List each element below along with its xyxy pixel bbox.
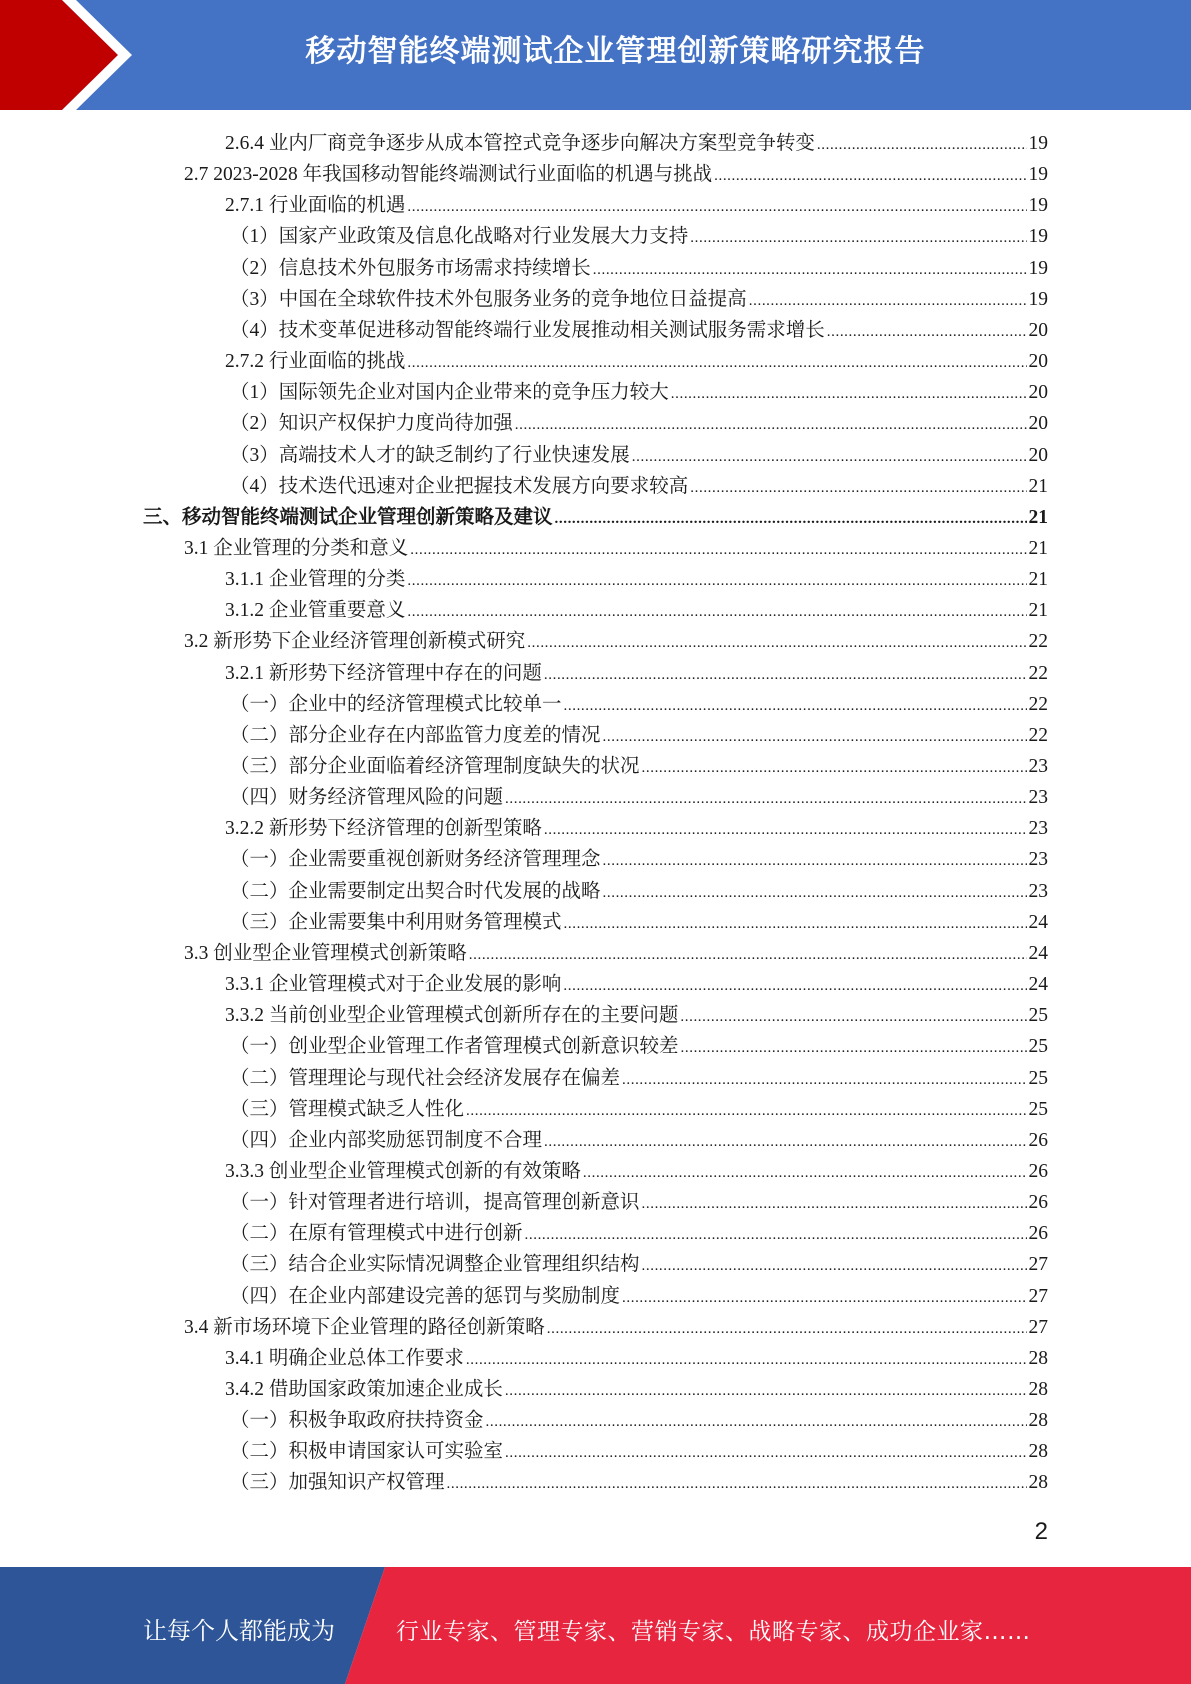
toc-entry-page: 23 [1028,787,1048,809]
toc-entry-title: （二）在原有管理模式中进行创新 [230,1223,523,1245]
toc-entry-title: 3.4 新市场环境下企业管理的路径创新策略 [184,1316,545,1338]
toc-entry[interactable] [184,533,1048,564]
toc-entry[interactable] [230,720,1048,751]
toc-entry[interactable] [230,284,1048,315]
toc-entry[interactable] [230,471,1048,502]
toc-entry-title: （一）针对管理者进行培训，提高管理创新意识 [230,1192,640,1214]
toc-entry-page: 25 [1028,1005,1048,1027]
toc-entry[interactable] [225,128,1048,159]
toc-entry-title: （一）企业中的经济管理模式比较单一 [230,693,562,715]
toc-entry[interactable] [225,346,1048,377]
toc-entry-page: 22 [1028,724,1048,746]
toc-entry[interactable] [225,658,1048,689]
toc-dot-leader [680,1002,1026,1033]
toc-entry-title: （4）技术变革促进移动智能终端行业发展推动相关测试服务需求增长 [230,319,825,341]
toc-dot-leader [407,597,1026,628]
toc-dot-leader [622,1283,1026,1314]
page-header [0,0,1191,110]
toc-dot-leader [817,130,1027,161]
toc-dot-leader [671,379,1027,410]
toc-entry-title: 3.2.1 新形势下经济管理中存在的问题 [225,662,542,684]
toc-entry-title: 2.7 2023-2028 年我国移动智能终端测试行业面临的机遇与挑战 [184,164,713,186]
toc-entry-page: 26 [1028,1223,1048,1245]
toc-entry-page: 19 [1028,226,1048,248]
toc-entry[interactable] [225,564,1048,595]
toc-entry[interactable] [230,221,1048,252]
toc-entry-page: 25 [1028,1098,1048,1120]
toc-dot-leader [681,1033,1027,1064]
toc-entry[interactable] [230,1031,1048,1062]
toc-entry-title: （一）企业需要重视创新财务经济管理理念 [230,849,601,871]
toc-entry-page: 23 [1028,880,1048,902]
toc-entry-page: 20 [1028,413,1048,435]
toc-entry-page: 26 [1028,1192,1048,1214]
toc-dot-leader [544,660,1027,691]
toc-entry-title: （2）知识产权保护力度尚待加强 [230,413,513,435]
toc-dot-leader [603,722,1027,753]
toc-entry[interactable] [225,1343,1048,1374]
toc-entry-title: （四）在企业内部建设完善的惩罚与奖励制度 [230,1285,621,1307]
toc-entry-title: 3.3.1 企业管理模式对于企业发展的影响 [225,974,562,996]
toc-entry-title: 三、移动智能终端测试企业管理创新策略及建议 [143,506,553,528]
toc-entry-page: 27 [1028,1254,1048,1276]
toc-entry-page: 23 [1028,818,1048,840]
toc-entry[interactable] [230,689,1048,720]
toc-entry-page: 21 [1028,506,1048,528]
toc-entry-page: 24 [1028,942,1048,964]
toc-entry-page: 21 [1028,475,1048,497]
toc-entry-page: 24 [1028,974,1048,996]
toc-entry[interactable] [230,1125,1048,1156]
toc-entry-page: 27 [1028,1316,1048,1338]
toc-entry-title: （四）财务经济管理风险的问题 [230,787,504,809]
toc-dot-leader [469,940,1027,971]
toc-entry[interactable] [225,190,1048,221]
toc-dot-leader [642,1189,1027,1220]
toc-entry[interactable] [230,377,1048,408]
toc-entry[interactable] [230,1063,1048,1094]
toc-dot-leader [603,846,1027,877]
header-arrow-decoration [0,0,140,110]
toc-entry[interactable] [225,969,1048,1000]
page-footer [0,1567,1191,1684]
toc-entry[interactable] [225,1374,1048,1405]
toc-entry[interactable] [230,408,1048,439]
toc-entry-page: 27 [1028,1285,1048,1307]
toc-entry[interactable] [225,1156,1048,1187]
toc-dot-leader [544,815,1027,846]
toc-entry-title: 3.1 企业管理的分类和意义 [184,537,409,559]
toc-dot-leader [642,753,1027,784]
toc-entry-title: 3.2.2 新形势下经济管理的创新型策略 [225,818,542,840]
toc-dot-leader [690,223,1026,254]
toc-entry-title: （一）创业型企业管理工作者管理模式创新意识较差 [230,1036,679,1058]
toc-entry[interactable] [230,1467,1048,1498]
toc-dot-leader [505,1376,1027,1407]
toc-entry-page: 21 [1028,569,1048,591]
toc-entry-page: 19 [1028,288,1048,310]
toc-entry[interactable] [230,751,1048,782]
toc-entry-title: 3.2 新形势下企业经济管理创新模式研究 [184,631,526,653]
toc-entry-title: （三）管理模式缺乏人性化 [230,1098,465,1120]
toc-dot-leader [407,566,1026,597]
toc-dot-leader [593,255,1027,286]
toc-entry-page: 24 [1028,911,1048,933]
toc-entry-page: 22 [1028,693,1048,715]
toc-dot-leader [527,628,1026,659]
toc-entry[interactable] [184,1312,1048,1343]
toc-entry[interactable] [230,1281,1048,1312]
toc-entry-page: 19 [1028,195,1048,217]
toc-dot-leader [564,909,1027,940]
toc-dot-leader [547,1314,1027,1345]
toc-entry-page: 28 [1028,1347,1048,1369]
toc-entry-page: 28 [1028,1441,1048,1463]
toc-entry-title: （2）信息技术外包服务市场需求持续增长 [230,257,591,279]
toc-entry[interactable] [230,782,1048,813]
toc-entry-title: （三）结合企业实际情况调整企业管理组织结构 [230,1254,640,1276]
toc-entry-title: （三）加强知识产权管理 [230,1472,445,1494]
toc-entry-title: （3）中国在全球软件技术外包服务业务的竞争地位日益提高 [230,288,747,310]
toc-entry-page: 23 [1028,849,1048,871]
toc-dot-leader [505,1438,1026,1469]
toc-entry[interactable] [225,813,1048,844]
toc-entry[interactable] [225,595,1048,626]
toc-entry[interactable] [230,315,1048,346]
toc-entry-page: 25 [1028,1067,1048,1089]
toc-entry-page: 20 [1028,444,1048,466]
toc-dot-leader [583,1158,1027,1189]
toc-entry-title: 3.1.2 企业管重要意义 [225,600,406,622]
toc-entry-page: 20 [1028,319,1048,341]
toc-dot-leader [749,286,1027,317]
toc-dot-leader [642,1251,1027,1282]
toc-entry-page: 22 [1028,662,1048,684]
toc-entry-title: 3.3.3 创业型企业管理模式创新的有效策略 [225,1160,581,1182]
toc-entry-title: （四）企业内部奖励惩罚制度不合理 [230,1129,543,1151]
toc-entry-title: 3.1.1 企业管理的分类 [225,569,406,591]
toc-entry[interactable] [230,1405,1048,1436]
toc-entry[interactable] [184,159,1048,190]
toc-entry-page: 19 [1028,164,1048,186]
toc-entry[interactable] [230,844,1048,875]
toc-dot-leader [622,1065,1026,1096]
toc-entry[interactable] [143,502,1048,533]
toc-dot-leader [466,1345,1027,1376]
toc-entry-title: 3.3 创业型企业管理模式创新策略 [184,942,467,964]
toc-dot-leader [525,1220,1027,1251]
toc-entry-title: （三）企业需要集中利用财务管理模式 [230,911,562,933]
toc-dot-leader [632,442,1027,473]
toc-entry-title: （二）部分企业存在内部监管力度差的情况 [230,724,601,746]
toc-entry-page: 23 [1028,756,1048,777]
toc-dot-leader [407,348,1026,379]
toc-entry[interactable] [230,1436,1048,1467]
toc-entry[interactable] [230,253,1048,284]
toc-entry[interactable] [230,1187,1048,1218]
toc-dot-leader [407,192,1026,223]
toc-entry-title: （4）技术迭代迅速对企业把握技术发展方向要求较高 [230,475,689,497]
page-number: 2 [1034,1518,1048,1545]
toc-entry-title: （3）高端技术人才的缺乏制约了行业快速发展 [230,444,630,466]
toc-entry-title: 2.6.4 业内厂商竞争逐步从成本管控式竞争逐步向解决方案型竞争转变 [225,133,815,154]
toc-dot-leader [447,1469,1027,1500]
toc-entry[interactable] [230,1094,1048,1125]
toc-dot-leader [515,410,1027,441]
footer-slogan: 让每个人都能成为 [143,1617,335,1645]
toc-entry-title: （二）积极申请国家认可实验室 [230,1441,504,1463]
toc-dot-leader [555,504,1027,535]
toc-entry-title: 2.7.2 行业面临的挑战 [225,351,406,373]
toc-entry[interactable] [230,876,1048,907]
toc-entry-page: 28 [1028,1410,1048,1432]
toc-entry-page: 28 [1028,1472,1048,1494]
toc-entry-title: 3.3.2 当前创业型企业管理模式创新所存在的主要问题 [225,1005,679,1027]
toc-dot-leader [714,161,1026,192]
toc-entry-page: 26 [1028,1129,1048,1151]
toc-entry-title: （二）企业需要制定出契合时代发展的战略 [230,880,601,902]
toc-dot-leader [486,1407,1027,1438]
toc-entry-page: 21 [1028,537,1048,559]
toc-entry[interactable] [230,1249,1048,1280]
toc-entry[interactable] [230,440,1048,471]
toc-dot-leader [827,317,1027,348]
toc-dot-leader [466,1096,1026,1127]
toc-entry[interactable] [184,938,1048,969]
toc-entry-page: 25 [1028,1036,1048,1058]
toc-dot-leader [563,971,1026,1002]
toc-entry-page: 19 [1028,133,1048,154]
toc-entry[interactable] [225,1000,1048,1031]
toc-entry-page: 26 [1028,1160,1048,1182]
toc-entry-title: （二）管理理论与现代社会经济发展存在偏差 [230,1067,621,1089]
toc-entry-page: 22 [1028,631,1048,653]
toc-dot-leader [603,878,1027,909]
document-title: 移动智能终端测试企业管理创新策略研究报告 [305,34,926,69]
toc-entry-page: 20 [1028,382,1048,404]
toc-entry-page: 21 [1028,600,1048,622]
toc-dot-leader [410,535,1026,566]
toc-entry[interactable] [230,907,1048,938]
toc-dot-leader [564,691,1027,722]
toc-entry-title: 2.7.1 行业面临的机遇 [225,195,406,217]
toc-entry-title: （1）国家产业政策及信息化战略对行业发展大力支持 [230,226,689,248]
toc-entry-title: （1）国际领先企业对国内企业带来的竞争压力较大 [230,382,669,404]
toc-entry-page: 19 [1028,257,1048,279]
toc-entry-title: （三）部分企业面临着经济管理制度缺失的状况 [230,756,640,777]
toc-dot-leader [505,784,1026,815]
toc-entry-title: （一）积极争取政府扶持资金 [230,1410,484,1432]
toc-entry-title: 3.4.1 明确企业总体工作要求 [225,1347,464,1369]
toc-entry-page: 20 [1028,351,1048,373]
toc-entry-title: 3.4.2 借助国家政策加速企业成长 [225,1379,503,1400]
toc-dot-leader [690,473,1026,504]
toc-dot-leader [544,1127,1026,1158]
toc-entry[interactable] [230,1218,1048,1249]
footer-tagline: 行业专家、管理专家、营销专家、战略专家、成功企业家…… [396,1619,1031,1645]
toc-entry-page: 28 [1028,1379,1048,1400]
toc-entry[interactable] [184,626,1048,657]
